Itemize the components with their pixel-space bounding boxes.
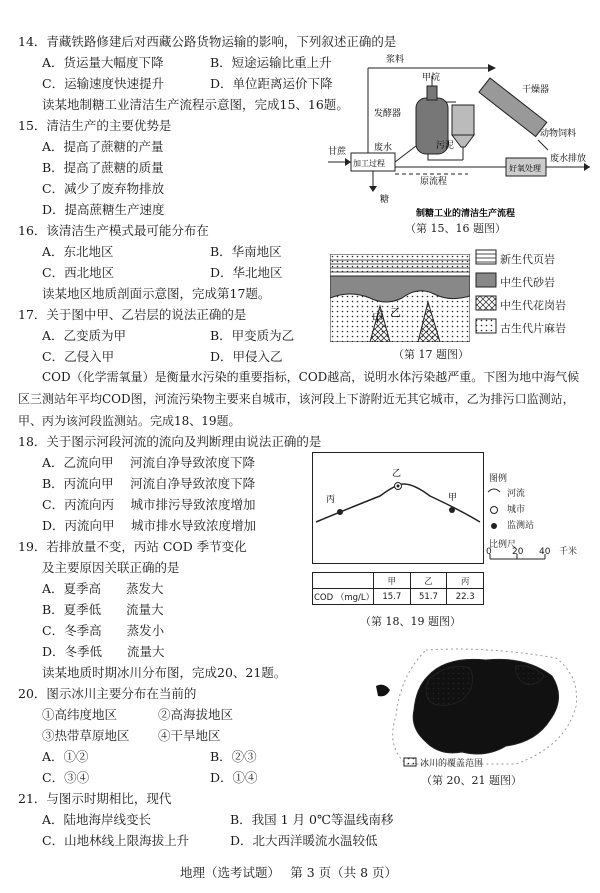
sludge-tank-cone — [452, 135, 474, 147]
sugar-figure-title: 制糖工业的清洁生产流程 — [416, 209, 516, 219]
q20-item-3: ③热带草原地区 — [42, 728, 130, 743]
q14-option-d: D．单位距离运价下降 — [210, 76, 333, 91]
q21-stem: 21．与图示时期相比，现代 — [18, 791, 172, 806]
sludge-tank — [452, 105, 474, 135]
label-dryer: 干燥器 — [522, 85, 550, 95]
label-wastewater: 废水 — [374, 143, 393, 153]
q14-option-a: A．货运量大幅度下降 — [42, 55, 164, 70]
q20-option-c: C．③④ — [42, 770, 90, 785]
cod-legend-title: 图例 — [489, 474, 508, 484]
cod-legend-city: 城市 — [507, 505, 526, 515]
cod-header-jia: 甲 — [374, 573, 411, 589]
glacier-figure-caption: （第 20、21 题图） — [421, 774, 522, 787]
q19-option-a: A．夏季高 蒸发大 — [42, 581, 164, 596]
station-bing — [337, 509, 343, 515]
scale-tick-0: 0 — [486, 547, 492, 557]
island-west — [376, 685, 390, 697]
q17-stem: 17．关于图中甲、乙岩层的说法正确的是 — [18, 307, 247, 322]
intro-15-16: 读某地制糖工业清洁生产流程示意图，完成15、16题。 — [42, 97, 349, 112]
cod-value-yi: 51.7 — [410, 589, 447, 605]
q15-option-c: C．减少了废弃物排放 — [42, 181, 165, 196]
legend-gneiss-swatch — [476, 319, 496, 333]
q16-stem: 16．该清洁生产模式最可能分布在 — [18, 223, 209, 238]
q15-stem: 15．清洁生产的主要优势是 — [18, 118, 172, 133]
cod-row-label: COD （mg/L） — [313, 589, 374, 605]
cod-legend-symbols — [486, 486, 506, 536]
label-fermenter: 发酵器 — [374, 109, 402, 119]
label-jia: 甲 — [372, 312, 383, 325]
sugar-flow-diagram — [328, 50, 594, 232]
cod-river-map — [312, 452, 484, 564]
glacier-legend-swatch — [404, 758, 416, 766]
legend-sandstone: 中生代砂岩 — [500, 276, 555, 289]
glacier-map — [366, 646, 592, 770]
label-process: 加工过程 — [353, 159, 385, 168]
q19-stem-line2: 及主要原因关联正确的是 — [42, 560, 180, 575]
legend-city-symbol — [491, 507, 498, 514]
station-label-jia: 甲 — [448, 493, 458, 503]
q18-option-d: D．丙流向甲 城市排水导致浓度增加 — [42, 518, 256, 533]
q20-item-2: ②高海拔地区 — [158, 707, 234, 722]
q19-stem: 19．若排放量不变，丙站 COD 季节变化 — [18, 539, 247, 554]
sugar-figure-caption: （第 15、16 题图） — [405, 222, 506, 235]
geologic-profile — [330, 254, 470, 342]
feed-arrow — [538, 140, 548, 150]
glacier-legend-label: 冰川的覆盖范围 — [420, 759, 484, 769]
label-sludge: 污泥 — [436, 141, 455, 151]
q14-option-c: C．运输速度快速提升 — [42, 76, 165, 91]
geo-figure-caption: （第 17 题图） — [393, 348, 469, 361]
q20-option-d: D．①④ — [210, 770, 258, 785]
station-label-yi: 乙 — [392, 469, 402, 479]
legend-granite-swatch — [476, 296, 496, 310]
cod-legend-station: 监测站 — [507, 521, 535, 531]
q14-option-b: B．短途运输比重上升 — [210, 55, 332, 70]
cod-value-bing: 22.3 — [447, 589, 484, 605]
intro-17: 读某地区地质剖面示意图，完成第17题。 — [42, 286, 271, 301]
q17-option-b: B．甲变质为乙 — [210, 328, 295, 343]
q18-option-c: C．丙流向丙 城市排污导致浓度增加 — [42, 497, 256, 512]
legend-shale: 新生代页岩 — [500, 253, 555, 266]
legend-station-symbol — [491, 523, 497, 529]
q15-option-b: B．提高了蔗糖的质量 — [42, 160, 164, 175]
q15-option-d: D．提高蔗糖生产速度 — [42, 202, 165, 217]
q19-option-b: B．夏季低 流量大 — [42, 602, 164, 617]
q20-stem: 20．图示冰川主要分布在当前的 — [18, 686, 197, 701]
cod-header-bing: 丙 — [447, 573, 484, 589]
q20-option-b: B．②③ — [210, 749, 257, 764]
scale-title: 比例尺 — [489, 540, 517, 550]
legend-granite: 中生代花岗岩 — [500, 299, 566, 312]
q21-option-a: A．陆地海岸线变长 — [42, 812, 152, 827]
q18-option-b: B．丙流向甲 河流自净导致浓度下降 — [42, 476, 256, 491]
station-jia — [449, 507, 455, 513]
q15-option-a: A．提高了蔗糖的产量 — [42, 139, 164, 154]
q20-item-1: ①高纬度地区 — [42, 707, 118, 722]
label-sugar: 糖 — [380, 195, 390, 205]
label-discharge: 废水排放 — [550, 154, 587, 164]
cod-paragraph: COD（化学需氧量）是衡量水污染的重要指标，COD越高，说明水体污染越严重。下图为地中海气候区三测站年平均COD图，河流污染物主要来自城市，该河段上下游附近无其它城市，乙为排污口监测站，甲、丙为该河段监测站。完成18、19题。 — [18, 370, 580, 428]
q16-option-d: D．华北地区 — [210, 265, 283, 280]
q14-stem: 14．青藏铁路修建后对西藏公路货物运输的影响，下列叙述正确的是 — [18, 34, 397, 49]
geo-legend-swatches — [474, 248, 500, 344]
q20-item-4: ④干旱地区 — [158, 728, 221, 743]
cod-value-jia: 15.7 — [374, 589, 411, 605]
q19-option-d: D．冬季低 流量大 — [42, 644, 165, 659]
q16-option-c: C．西北地区 — [42, 265, 115, 280]
scale-tick-20: 20 — [512, 547, 524, 557]
legend-gneiss: 古生代片麻岩 — [500, 322, 566, 335]
station-label-bing: 丙 — [326, 495, 336, 505]
shale-layer — [330, 258, 470, 276]
label-feed: 动物饲料 — [540, 129, 577, 139]
fermenter-neck — [427, 86, 437, 100]
legend-river-symbol — [488, 489, 500, 492]
legend-sandstone-swatch — [476, 273, 496, 287]
label-sugarcane: 甘蔗 — [328, 147, 347, 157]
q21-option-d: D．北大西洋暖流水温较低 — [230, 833, 378, 848]
label-yi: 乙 — [390, 306, 401, 319]
q18-stem: 18．关于图示河段河流的流向及判断理由说法正确的是 — [18, 434, 322, 449]
label-original-flow: 原流程 — [420, 177, 448, 187]
cod-header-yi: 乙 — [410, 573, 447, 589]
q21-option-b: B．我国 1 月 0℃等温线南移 — [230, 812, 394, 827]
q17-option-d: D．甲侵入乙 — [210, 349, 283, 364]
scale-unit: 千米 — [559, 547, 578, 557]
q19-option-c: C．冬季高 蒸发小 — [42, 623, 165, 638]
scale-tick-40: 40 — [539, 547, 551, 557]
page-footer: 地理（选考试题） 第 3 页（共 8 页） — [180, 865, 398, 880]
q17-option-c: C．乙侵入甲 — [42, 349, 115, 364]
intro-20-21: 读某地质时期冰川分布图，完成20、21题。 — [42, 665, 287, 680]
cod-table — [312, 572, 484, 605]
q18-option-a: A．乙流向甲 河流自净导致浓度下降 — [42, 455, 256, 470]
cod-figure-caption: （第 18、19 题图） — [360, 615, 461, 628]
q16-option-a: A．东北地区 — [42, 244, 114, 259]
label-methane: 甲烷 — [422, 73, 441, 83]
q16-option-b: B．华南地区 — [210, 244, 282, 259]
cod-legend-river: 河流 — [507, 489, 526, 499]
q17-option-a: A．乙变质为甲 — [42, 328, 127, 343]
label-slurry: 浆料 — [386, 55, 405, 65]
q20-option-a: A．①② — [42, 749, 89, 764]
label-aerobic: 好氧处理 — [509, 164, 541, 173]
legend-shale-swatch — [476, 250, 496, 264]
q21-option-c: C．山地林线上限海拔上升 — [42, 833, 190, 848]
